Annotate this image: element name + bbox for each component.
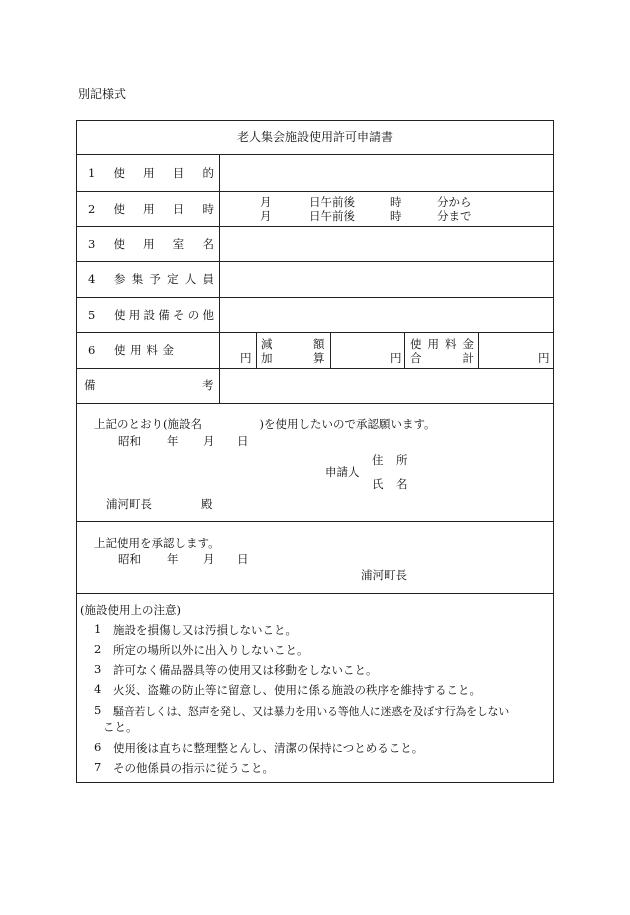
note-text: 施設を損傷し又は汚損しないこと。 bbox=[113, 623, 297, 637]
row-equipment-label: 5 使 用 設 備 そ の 他 bbox=[88, 307, 214, 322]
label-column-divider bbox=[219, 154, 220, 403]
datetime-to-day: 日午前後 bbox=[309, 209, 355, 223]
row-divider bbox=[76, 593, 554, 594]
row-attendees-label: 4 参 集 予 定 人 員 bbox=[88, 272, 214, 286]
application-statement: 上記のとおり(施設名 )を使用したいので承認願います。 bbox=[94, 417, 436, 431]
note-number: 7 bbox=[94, 760, 102, 774]
application-month: 月 bbox=[203, 434, 215, 448]
approval-era: 昭和 bbox=[118, 552, 141, 566]
name-label-char: 氏 bbox=[372, 477, 384, 491]
application-year: 年 bbox=[167, 434, 179, 448]
row-divider bbox=[76, 521, 554, 522]
row-fee-label: 6 使 用 料 金 bbox=[88, 343, 174, 357]
fee-divider bbox=[330, 332, 331, 368]
datetime-to-minute: 分まで bbox=[437, 209, 472, 223]
honorific: 殿 bbox=[201, 497, 213, 511]
name-label-char: 名 bbox=[396, 477, 408, 491]
note-text: 火災、盗難の防止等に留意し、使用に係る施設の秩序を維持すること。 bbox=[113, 683, 481, 697]
note-text-continuation: こと。 bbox=[103, 720, 138, 734]
fee-addition-char: 算 bbox=[313, 351, 325, 365]
fee-divider bbox=[404, 332, 405, 368]
datetime-from-minute: 分から bbox=[437, 195, 472, 209]
fee-total-label-top: 使 用 料 金 bbox=[410, 337, 474, 351]
address-label-char: 所 bbox=[396, 453, 408, 467]
row-divider bbox=[76, 403, 554, 404]
form-label: 別記様式 bbox=[78, 87, 127, 101]
approval-year: 年 bbox=[167, 552, 179, 566]
row-divider bbox=[76, 368, 554, 369]
fee-addition-char: 加 bbox=[261, 351, 273, 365]
note-number: 4 bbox=[94, 682, 102, 696]
fee-divider bbox=[478, 332, 479, 368]
fee-total-label-bottom: 合 計 bbox=[410, 351, 474, 365]
row-purpose-label: 1 使 用 目 的 bbox=[88, 165, 214, 180]
fee-adjust-yen: 円 bbox=[390, 351, 402, 365]
note-text: その他係員の指示に従うこと。 bbox=[113, 761, 274, 775]
fee-divider bbox=[256, 332, 257, 368]
note-text: 使用後は直ちに整理整とんし、清潔の保持につとめること。 bbox=[113, 741, 424, 755]
note-number: 1 bbox=[94, 622, 102, 636]
datetime-to-hour: 時 bbox=[390, 209, 402, 223]
fee-base-yen: 円 bbox=[240, 351, 252, 365]
datetime-from-day: 日午前後 bbox=[309, 195, 355, 209]
note-text: 所定の場所以外に出入りしないこと。 bbox=[113, 643, 309, 657]
note-number: 3 bbox=[94, 662, 102, 676]
form-title: 老人集会施設使用許可申請書 bbox=[236, 130, 393, 144]
datetime-to-month: 月 bbox=[260, 209, 272, 223]
addressee: 浦河町長 bbox=[106, 497, 152, 511]
approval-day: 日 bbox=[237, 552, 249, 566]
address-label-char: 住 bbox=[372, 453, 384, 467]
approval-statement: 上記使用を承認します。 bbox=[94, 536, 220, 550]
datetime-from-hour: 時 bbox=[390, 195, 402, 209]
fee-reduction-char: 額 bbox=[313, 337, 325, 351]
applicant-label: 申請人 bbox=[325, 465, 360, 479]
row-datetime-label: 2 使 用 日 時 bbox=[88, 201, 214, 216]
note-text: 騒音若しくは、怒声を発し、又は暴力を用いる等他人に迷惑を及ぼす行為をしない bbox=[113, 705, 509, 718]
row-room-label: 3 使 用 室 名 bbox=[88, 236, 214, 251]
note-text: 許可なく備品器具等の使用又は移動をしないこと。 bbox=[113, 663, 378, 677]
approval-month: 月 bbox=[203, 552, 215, 566]
note-number: 2 bbox=[94, 642, 102, 656]
note-number: 6 bbox=[94, 740, 102, 754]
fee-reduction-char: 減 bbox=[261, 337, 273, 351]
datetime-from-month: 月 bbox=[260, 195, 272, 209]
remarks-label-char: 考 bbox=[202, 378, 214, 392]
note-number: 5 bbox=[94, 703, 102, 717]
application-era: 昭和 bbox=[118, 434, 141, 448]
application-day: 日 bbox=[237, 434, 249, 448]
fee-total-yen: 円 bbox=[538, 351, 550, 365]
remarks-label-char: 備 bbox=[84, 378, 96, 392]
notes-heading: (施設使用上の注意) bbox=[80, 603, 181, 617]
approval-authority: 浦河町長 bbox=[361, 568, 407, 582]
